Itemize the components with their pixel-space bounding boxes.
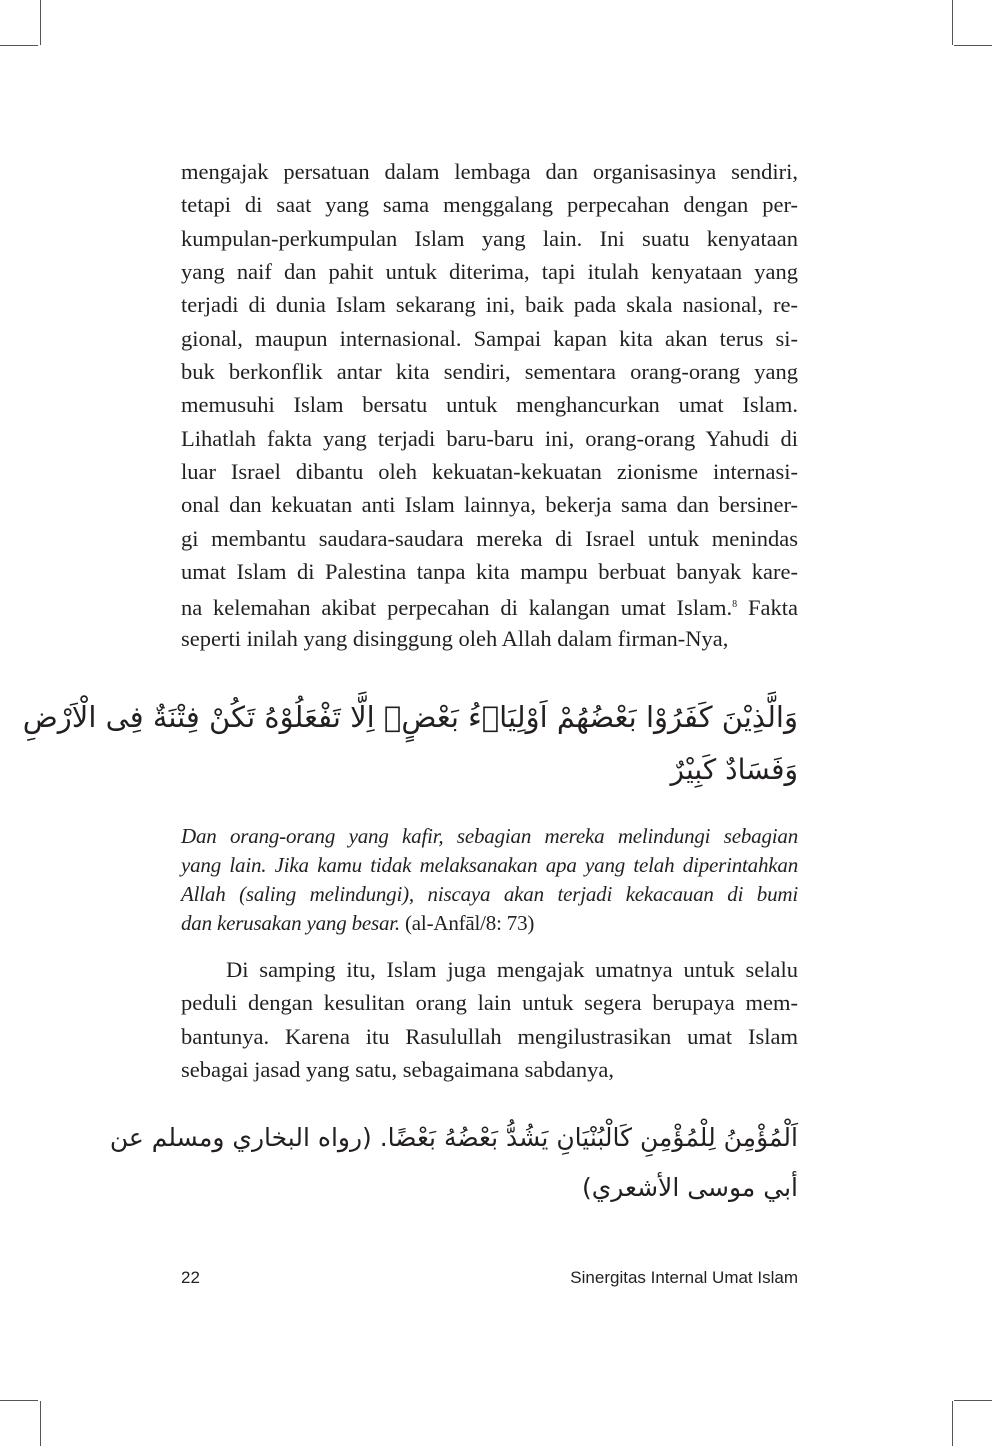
text-line: peduli dengan kesulitan orang lain untuk segera berupaya mem- xyxy=(181,990,798,1015)
footnote-marker[interactable]: 8 xyxy=(732,599,738,610)
text-line: terjadi di dunia Islam sekarang ini, baik pada skala nasional, re- xyxy=(181,292,798,317)
arabic-line: اَلْمُؤْمِنُ لِلْمُؤْمِنِ كَالْبُنْيَانِ يَشُدُّ بَعْضُهُ بَعْضًا. (رواه البخاري ومسلم عن xyxy=(109,1123,798,1152)
text-line: tetapi di saat yang sama menggalang perpecahan dengan per- xyxy=(181,192,798,217)
crop-mark xyxy=(0,45,38,46)
crop-mark xyxy=(954,45,992,46)
text-line: Di samping itu, Islam juga mengajak umatnya untuk selalu xyxy=(226,957,798,982)
translation-line: Allah (saling melindungi), niscaya akan terjadi kekacauan di bumi xyxy=(181,882,798,906)
verse-citation: (al-Anfāl/8: 73) xyxy=(399,911,535,935)
text: Fakta xyxy=(737,595,798,620)
text: na kelemahan akibat perpecahan di kalangan umat Islam. xyxy=(181,595,733,620)
text-line: memusuhi Islam bersatu untuk menghancurkan umat Islam. xyxy=(181,392,798,417)
text-line: buk berkonflik antar kita sendiri, sementara orang-orang yang xyxy=(181,359,798,384)
crop-mark xyxy=(40,0,41,45)
crop-mark xyxy=(954,1400,992,1401)
translation-line: yang lain. Jika kamu tidak melaksanakan apa yang telah diperintahkan xyxy=(181,853,798,877)
text-line: umat Islam di Palestina tanpa kita mampu berbuat banyak kare- xyxy=(181,559,798,584)
page-number: 22 xyxy=(181,1268,200,1287)
text-line: gi membantu saudara-saudara mereka di Israel untuk menindas xyxy=(181,526,798,551)
crop-mark xyxy=(0,1400,38,1401)
translation-line: Dan orang-orang yang kafir, sebagian mereka melindungi sebagian xyxy=(181,824,798,848)
text-line: luar Israel dibantu oleh kekuatan-kekuatan zionisme internasi- xyxy=(181,459,798,484)
text-line xyxy=(181,588,798,621)
text-line: mengajak persatuan dalam lembaga dan organisasinya sendiri, xyxy=(181,159,798,184)
arabic-line: أبي موسى الأشعري) xyxy=(581,1173,798,1202)
text-line: bantunya. Karena itu Rasulullah mengilustrasikan umat Islam xyxy=(181,1024,798,1049)
translation-text: dan kerusakan yang besar. xyxy=(181,911,400,935)
crop-mark xyxy=(952,0,953,45)
running-title: Sinergitas Internal Umat Islam xyxy=(570,1268,798,1287)
text-line: seperti inilah yang disinggung oleh Allah dalam firman-Nya, xyxy=(181,626,729,651)
translation-line xyxy=(181,909,798,938)
text-line: onal dan kekuatan anti Islam lainnya, bekerja sama dan bersiner- xyxy=(181,492,798,517)
text-line: yang naif dan pahit untuk diterima, tapi itulah kenyataan yang xyxy=(181,259,798,284)
arabic-line: وَالَّذِيْنَ كَفَرُوْا بَعْضُهُمْ اَوْلِيَاۤءُ بَعْضٍۗ اِلَّا تَفْعَلُوْهُ تَكُنْ فِتْنَةٌ فِى الْاَرْضِ xyxy=(22,700,798,734)
text-line: kumpulan-perkumpulan Islam yang lain. Ini suatu kenyataan xyxy=(181,226,798,251)
text-line: sebagai jasad yang satu, sebagaimana sabdanya, xyxy=(181,1057,614,1082)
text-line: Lihatlah fakta yang terjadi baru-baru ini, orang-orang Yahudi di xyxy=(181,426,798,451)
crop-mark xyxy=(40,1401,41,1446)
crop-mark xyxy=(952,1401,953,1446)
arabic-line: وَفَسَادٌ كَبِيْرٌ xyxy=(670,753,798,786)
text-line: gional, maupun internasional. Sampai kapan kita akan terus si- xyxy=(181,326,798,351)
